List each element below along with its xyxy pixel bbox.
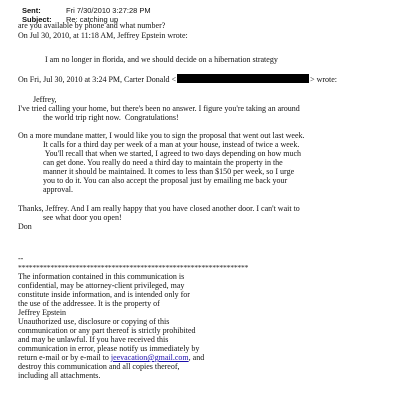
disclaimer-line2: confidential, may be attorney-client privileged, may <box>18 281 185 290</box>
disclaimer-line5: Jeffrey Epstein <box>18 308 67 317</box>
subject-value: Re: catching up <box>66 14 119 24</box>
footer-stars: **************************************************************** <box>18 263 249 272</box>
disclaimer-line7: communication or any part thereof is strictly prohibited <box>18 326 196 335</box>
para2-line3: You'll recall that when we started, I agreed to two days depending on how much <box>43 149 302 158</box>
signoff: Don <box>18 222 32 231</box>
body-line-question: are you available by phone and what number? <box>18 21 166 30</box>
email-link[interactable]: jeevacation@gmail.com <box>110 353 189 362</box>
para2-line6: you to do it. You can also accept the proposal just by emailing me back your <box>43 176 288 185</box>
para2-line2: It calls for a third day per week of a man at your house, instead of twice a week. <box>43 140 300 149</box>
para1-line2: the world trip right now. Congratulations! <box>43 113 179 122</box>
disclaimer-line4: the use of the addressee. It is the property of <box>18 299 160 308</box>
disclaimer-line11: destroy this communication and all copies thereof, <box>18 362 180 371</box>
disclaimer-line8: and may be unlawful. If you have received this <box>18 335 169 344</box>
para1-line1: I've tried calling your home, but there's been no answer. I figure you're taking an around <box>18 104 300 113</box>
disclaimer-line10-post: , and <box>188 353 205 362</box>
disclaimer-line1: The information contained in this communication is <box>18 272 185 281</box>
sent-value: Fri 7/30/2010 3:27:28 PM <box>66 5 151 15</box>
greeting: Jeffrey, <box>33 95 57 104</box>
para2-line1: On a more mundane matter, I would like you to sign the proposal that went out last week. <box>18 131 305 140</box>
para2-line4: can get done. You really do need a third day to maintain the property in the <box>43 158 283 167</box>
quote-suffix: > wrote: <box>310 75 338 84</box>
para2-line5: manner it should be maintained. It comes to less than $150 per week, so I urge <box>43 167 295 176</box>
quote-prefix: On Fri, Jul 30, 2010 at 3:24 PM, Carter Donald < <box>18 75 177 84</box>
redaction-block <box>177 74 309 83</box>
para2-line7: approval. <box>43 185 73 194</box>
sent-label: Sent: <box>22 5 41 15</box>
para3-line2: see what door you open! <box>43 213 122 222</box>
disclaimer-line10-pre: return e-mail or by e-mail to <box>18 353 111 362</box>
body-line-hibernation: I am no longer in florida, and we should decide on a hibernation strategy <box>45 55 278 64</box>
quote-header <box>18 74 337 85</box>
para3-line1: Thanks, Jeffrey. And I am really happy that you have closed another door. I can't wait to <box>18 204 300 213</box>
disclaimer-line3: constitute inside information, and is intended only for <box>18 290 190 299</box>
disclaimer-line12: including all attachments. <box>18 371 101 380</box>
subject-label: Subject: <box>22 14 52 24</box>
disclaimer-line6: Unauthorized use, disclosure or copying of this <box>18 317 170 326</box>
body-line-reply-header: On Jul 30, 2010, at 11:18 AM, Jeffrey Epstein wrote: <box>18 31 188 40</box>
footer-dashes: -- <box>18 254 24 263</box>
disclaimer-line9: communication in error, please notify us immediately by <box>18 344 200 353</box>
